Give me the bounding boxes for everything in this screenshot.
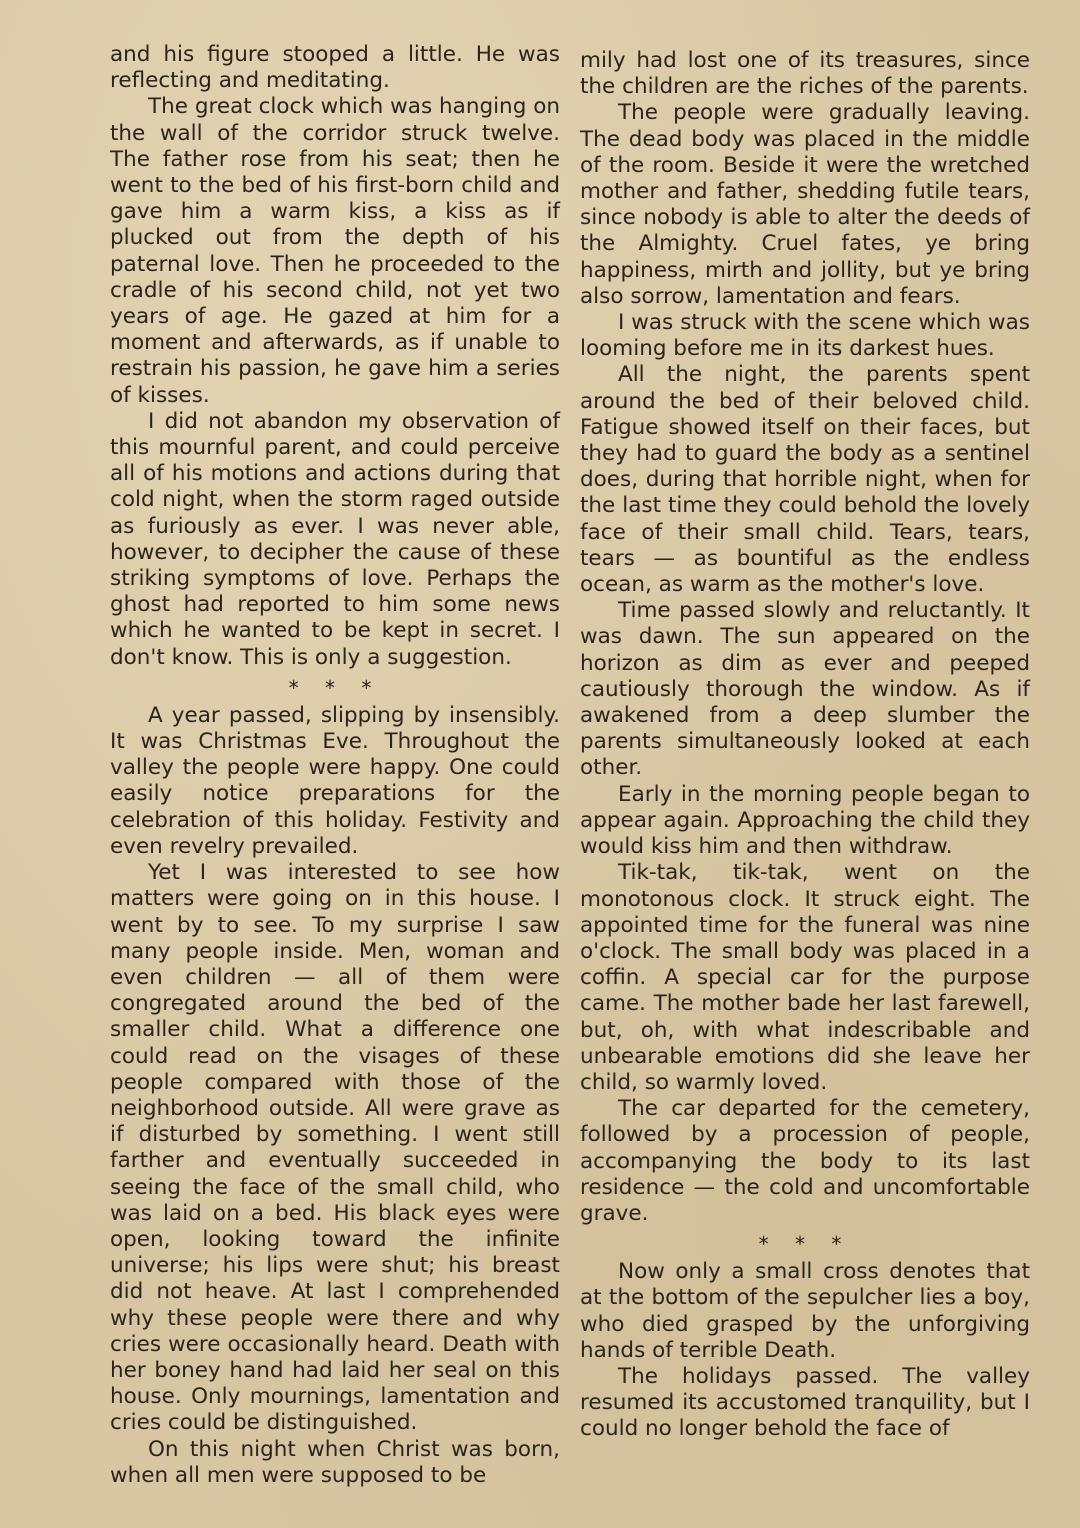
paragraph: Yet I was interested to see how matters were going on in this house. I went by to see. To my surprise I saw many people inside. Men, woman and even children — all of them were congregated around the bed of the smaller child. What a difference one could read on the visages of these people compared with those of the neighborhood outside. All were grave as if disturbed by something. I went still farther and eventually succeeded in seeing the face of the small child, who was laid on a bed. His black eyes were open, looking toward the infinite universe; his lips were shut; his breast did not heave. At last I comprehended why these people were there and why cries were occasionally heard. Death with her boney hand had laid her seal on this house. Only mournings, lamentation and cries could be distinguished. — [110, 860, 560, 1436]
paragraph: The great clock which was hanging on the wall of the corridor struck twelve. The father rose from his seat; then he went to the bed of his first-born child and gave him a warm kiss, a kiss as if plucked out from the depth of his paternal love. Then he proceeded to the cradle of his second child, not yet two years of age. He gazed at him for a moment and afterwards, as if unable to restrain his passion, he gave him a series of kisses. — [110, 94, 560, 408]
paragraph: On this night when Christ was born, when all men were supposed to be — [110, 1436, 560, 1488]
paragraph: I was struck with the scene which was looming before me in its darkest hues. — [580, 310, 1030, 362]
paragraph: I did not abandon my observation of this mournful parent, and could perceive all of his motions and actions during that cold night, when the storm raged outside as furiously as ever. I was never able, however, to decipher the cause of these striking symptoms of love. Perhaps the ghost had reported to him some news which he wanted to be kept in secret. I don't know. This is only a suggestion. — [110, 408, 560, 670]
section-break: * * * — [758, 1232, 852, 1257]
paragraph: The people were gradually leaving. The dead body was placed in the middle of the room. Beside it were the wretched mother and father, shedding futile tears, since nobody is able to alter the deeds of the Almighty. Cruel fates, ye bring happiness, mirth and jollity, but ye bring also sorrow, lamentation and fears. — [580, 100, 1030, 309]
paragraph: All the night, the parents spent around the bed of their beloved child. Fatigue showed itself on their faces, but they had to guard the body as a sentinel does, during that horrible night, when for the last time they could behold the lovely face of their small child. Tears, tears, tears — as bountiful as the endless ocean, as warm as the mother's love. — [580, 362, 1030, 598]
paragraph: and his figure stooped a little. He was reflecting and meditating. — [110, 42, 560, 94]
left-column — [110, 42, 560, 1489]
paragraph: Early in the morning people began to appear again. Approaching the child they would kiss him and then withdraw. — [580, 781, 1030, 860]
paragraph: The holidays passed. The valley resumed its accustomed tranquility, but I could no longer behold the face of — [580, 1363, 1030, 1442]
paragraph: Tik-tak, tik-tak, went on the monotonous clock. It struck eight. The appointed time for the funeral was nine o'clock. The small body was placed in a coffin. A special car for the purpose came. The mother bade her last farewell, but, oh, with what indescribable and unbearable emotions did she leave her child, so warmly loved. — [580, 860, 1030, 1095]
paragraph: mily had lost one of its treasures, since the children are the riches of the parents. — [580, 48, 1030, 100]
section-break: * * * — [288, 675, 382, 700]
paragraph: Time passed slowly and reluctantly. It was dawn. The sun appeared on the horizon as dim as ever and peeped cautiously thorough the window. As if awakened from a deep slumber the parents simultaneously looked at each other. — [580, 598, 1030, 781]
paragraph: The car departed for the cemetery, followed by a procession of people, accompanying the body to its last residence — the cold and uncomfortable grave. — [580, 1096, 1030, 1226]
paragraph: A year passed, slipping by insensibly. It was Christmas Eve. Throughout the valley the people were happy. One could easily notice preparations for the celebration of this holiday. Festivity and even revelry prevailed. — [110, 702, 560, 859]
paragraph: Now only a small cross denotes that at the bottom of the sepulcher lies a boy, who died grasped by the unforgiving hands of terrible Death. — [580, 1259, 1030, 1363]
right-column — [580, 48, 1030, 1443]
